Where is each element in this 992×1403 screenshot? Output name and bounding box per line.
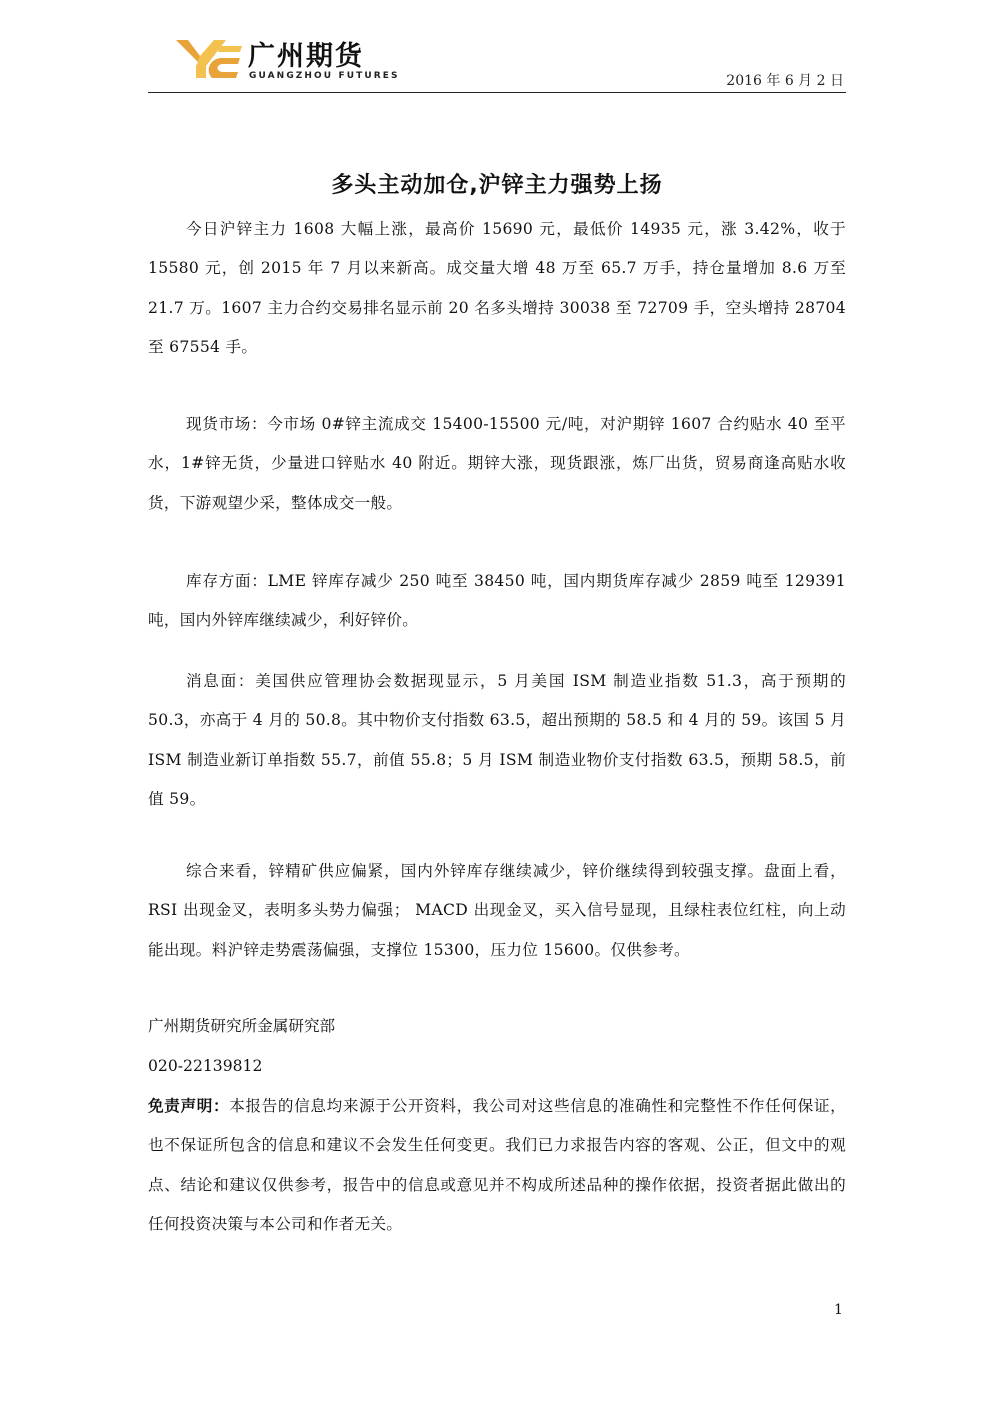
paragraph-market-summary: 今日沪锌主力 1608 大幅上涨，最高价 15690 元，最低价 14935 元，涨 3.42%，收于 15580 元，创 2015 年 7 月以来新高。成交量大增 48 万至 65.7 万手，持仓量增加 8.6 万至 21.7 万。1607 主力合约交易排名显示前 20 名多头增持 30038 至 72709 手，空头增持 28704 至 67554 手。	[148, 220, 846, 356]
disclaimer-label: 免责声明：	[148, 1096, 230, 1115]
disclaimer-text: 本报告的信息均来源于公开资料，我公司对这些信息的准确性和完整性不作任何保证，也不保证所包含的信息和建议不会发生任何变更。我们已力求报告内容的客观、公正，但文中的观点、结论和建议仅供参考，报告中的信息或意见并不构成所述品种的操作依据，投资者据此做出的任何投资决策与本公司和作者无关。	[148, 1097, 846, 1233]
page-number: 1	[834, 1302, 843, 1318]
brand-name-english: GUANGZHOU FUTURES	[249, 71, 400, 81]
brand-name-chinese: 广州期货	[248, 41, 364, 72]
header-divider	[148, 92, 846, 93]
guangzhou-futures-logo	[176, 38, 242, 80]
contact-phone: 020-22139812	[148, 1057, 263, 1075]
report-date: 2016 年 6 月 2 日	[726, 73, 844, 89]
paragraph-news: 消息面：美国供应管理协会数据现显示，5 月美国 ISM 制造业指数 51.3，高于预期的 50.3，亦高于 4 月的 50.8。其中物价支付指数 63.5，超出预期的 58.5 和 4 月的 59。该国 5 月 ISM 制造业新订单指数 55.7，前值 55.8；5 月 ISM 制造业物价支付指数 63.5，预期 58.5，前值 59。	[148, 672, 846, 808]
department-name: 广州期货研究所金属研究部	[148, 1017, 336, 1035]
page-header	[148, 30, 846, 94]
report-title: 多头主动加仓,沪锌主力强势上扬	[331, 173, 663, 198]
paragraph-inventory: 库存方面：LME 锌库存减少 250 吨至 38450 吨，国内期货库存减少 2859 吨至 129391 吨，国内外锌库继续减少，利好锌价。	[148, 572, 846, 630]
disclaimer	[148, 1086, 846, 1244]
paragraph-spot-market: 现货市场：今市场 0#锌主流成交 15400-15500 元/吨，对沪期锌 1607 合约贴水 40 至平水，1#锌无货，少量进口锌贴水 40 附近。期锌大涨，现货跟涨，炼厂出货，贸易商逢高贴水收货，下游观望少采，整体成交一般。	[148, 415, 846, 512]
paragraph-outlook: 综合来看，锌精矿供应偏紧，国内外锌库存继续减少，锌价继续得到较强支撑。盘面上看，RSI 出现金叉，表明多头势力偏强； MACD 出现金叉，买入信号显现，且绿柱表位红柱，向上动能出现。料沪锌走势震荡偏强，支撑位 15300，压力位 15600。仅供参考。	[148, 862, 846, 959]
